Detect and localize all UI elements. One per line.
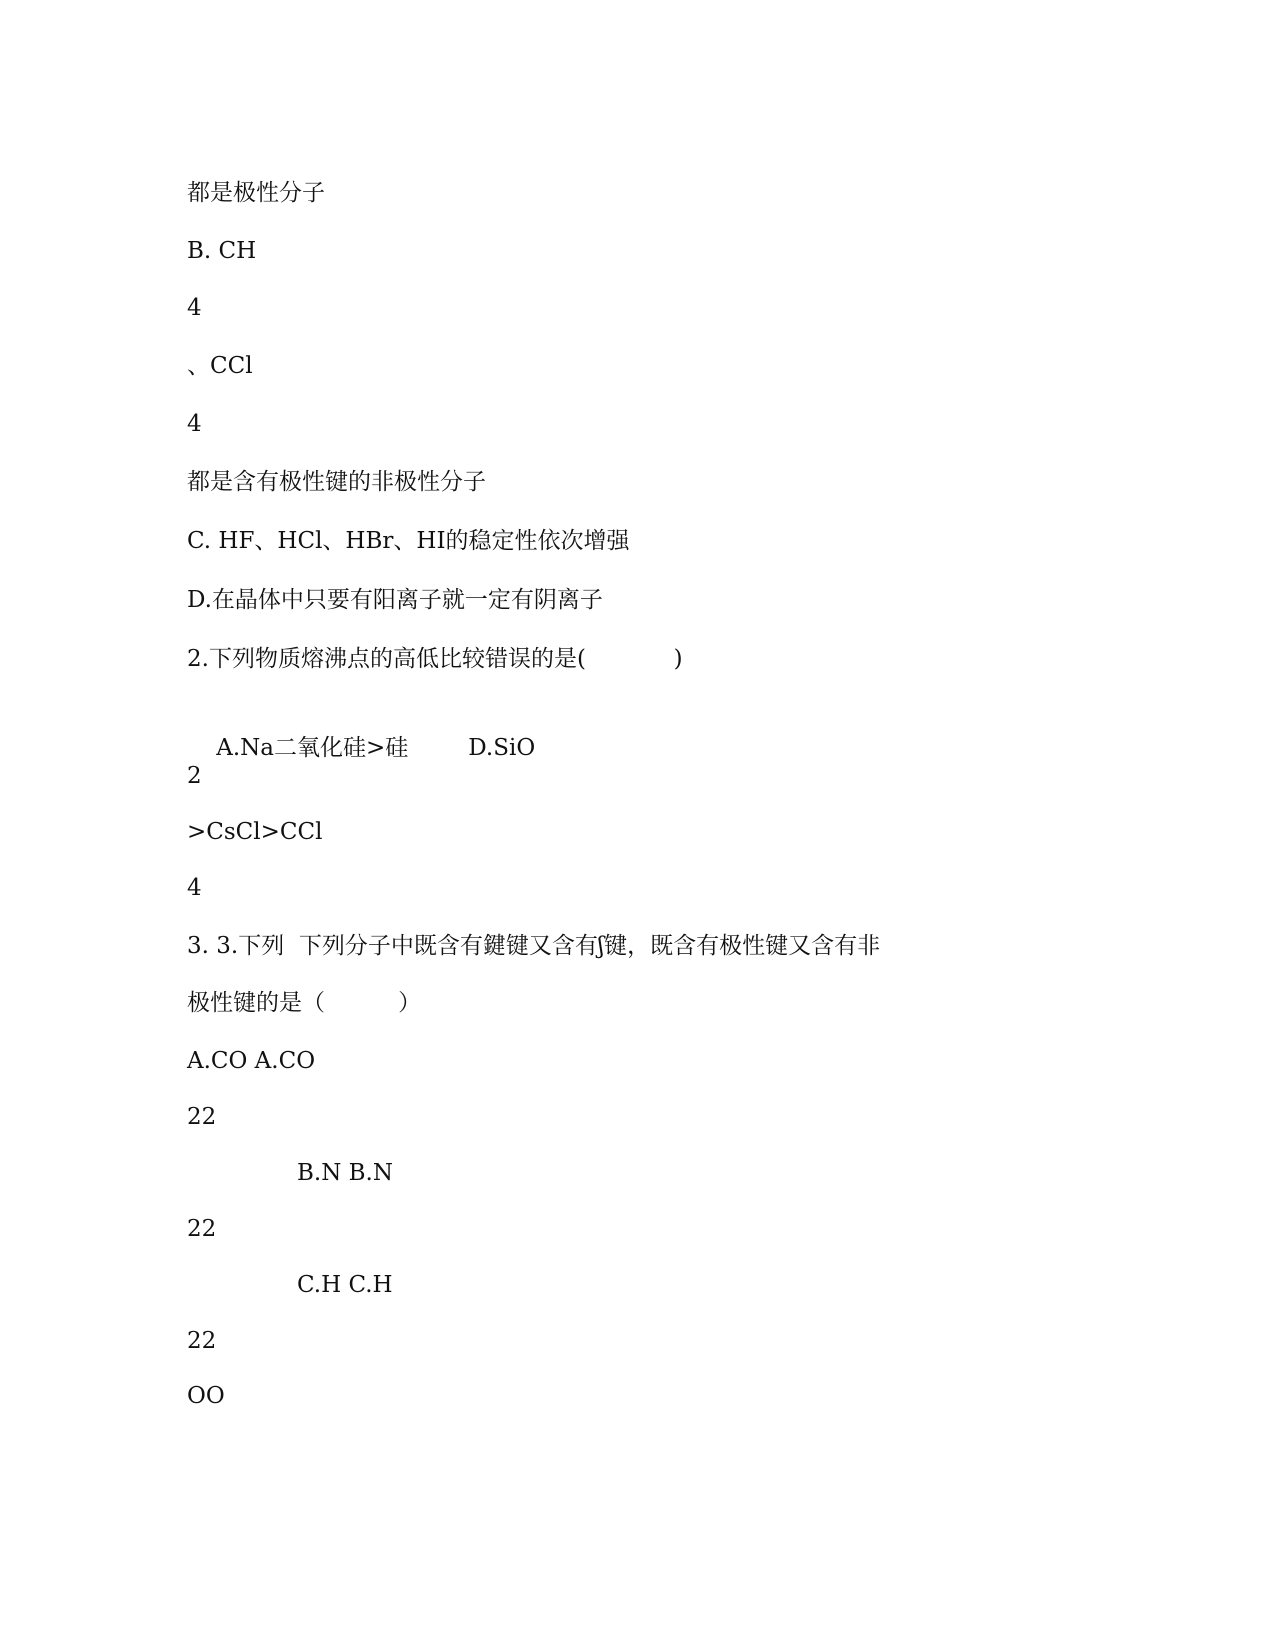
text-line: 4 [187, 295, 202, 321]
option-c: C.H C.H [297, 1272, 393, 1298]
text-line: 4 [187, 875, 202, 901]
text-line: D.在晶体中只要有阳离子就一定有阴离子 [187, 587, 603, 613]
text-line: C. HF、HCl、HBr、HI的稳定性依次增强 [187, 528, 630, 554]
text-line: 都是含有极性键的非极性分子 [187, 469, 486, 495]
text-line: 4 [187, 411, 202, 437]
text-line: 22 [187, 1104, 217, 1130]
text-line: 都是极性分子 [187, 180, 325, 206]
text-line: >CsCl>CCl [187, 819, 323, 845]
text-line: 、CCl [187, 353, 253, 379]
option-a: A.CO A.CO [187, 1048, 316, 1074]
option-a-text: A.Na二氧化硅>硅 [216, 735, 409, 761]
question-3-stem-cont: 极性键的是（ ） [187, 990, 422, 1016]
text-line: 2 [187, 763, 202, 789]
text-line: OO [187, 1383, 225, 1409]
text-line: 22 [187, 1216, 217, 1242]
text-line: 22 [187, 1328, 217, 1354]
text-line: B. CH [187, 238, 257, 264]
question-3-stem: 3. 3.下列 下列分子中既含有鍵键又含有ʃ键，既含有极性键又含有非 [187, 933, 881, 959]
question-2-stem: 2.下列物质熔沸点的高低比较错误的是( ) [187, 646, 683, 672]
option-d-text: D.SiO [468, 735, 536, 761]
option-b: B.N B.N [297, 1160, 393, 1186]
option-a-line [187, 703, 535, 793]
